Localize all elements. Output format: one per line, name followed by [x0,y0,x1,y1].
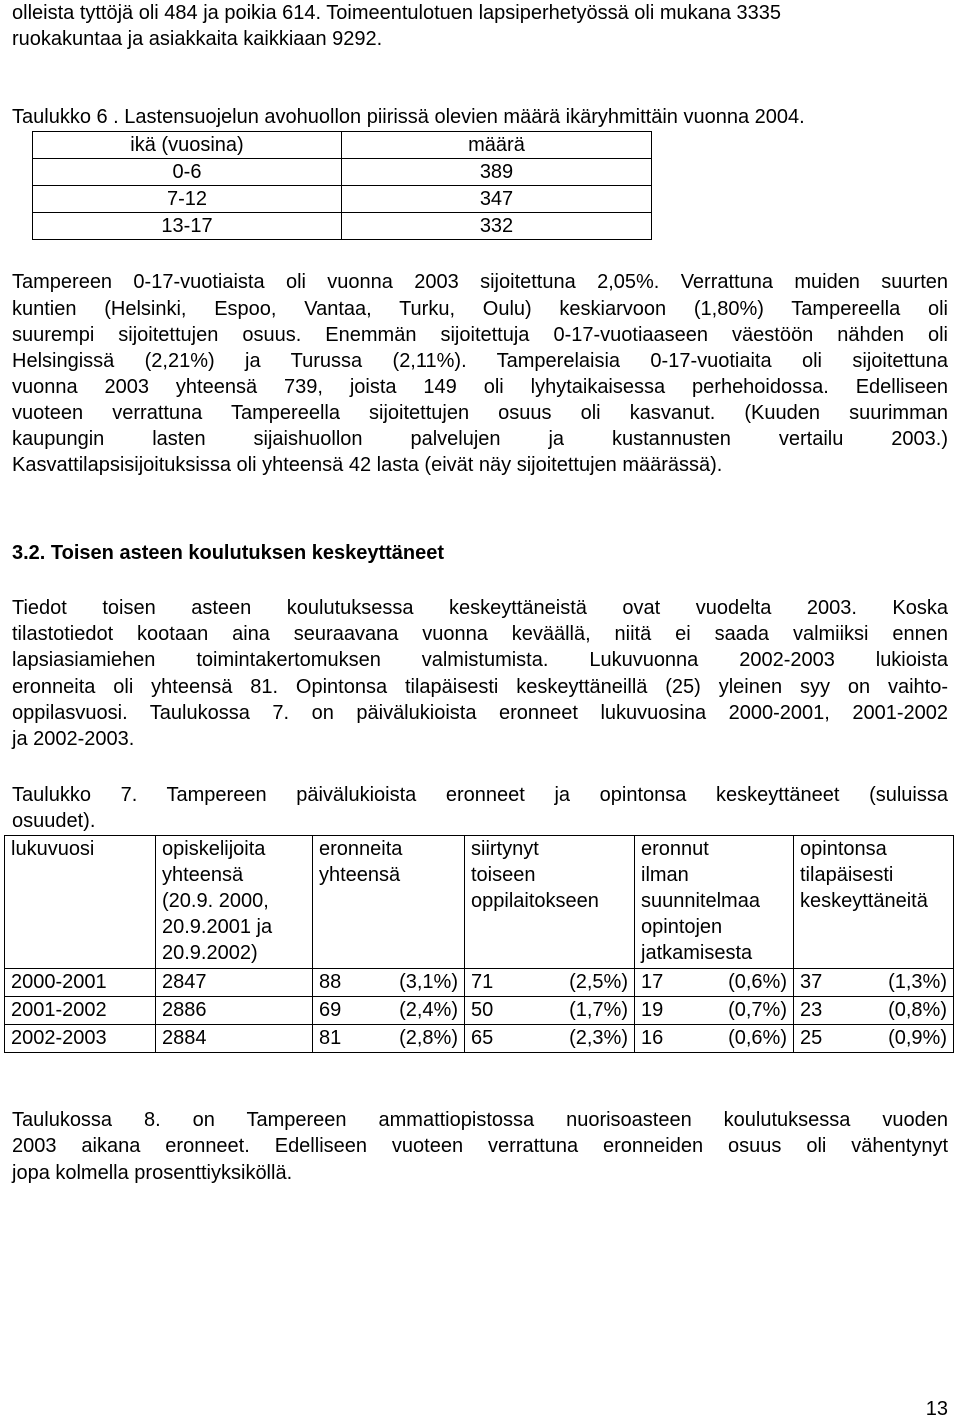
table7-cell: 23 (0,8%) [794,997,954,1025]
table6-cell: 347 [342,186,652,213]
paragraph-line: lapsiasiamiehen toimintakertomuksen valmistumista. Lukuvuonna 2002-2003 lukioista [12,649,948,671]
table6-header-count: määrä [342,132,652,159]
section-heading: 3.2. Toisen asteen koulutuksen keskeyttäneet [12,542,445,564]
table7-cell: 2002-2003 [5,1025,156,1053]
table7-cell: 16 (0,6%) [635,1025,794,1053]
table7-header: siirtynyt toiseen oppilaitokseen [465,836,635,969]
paragraph-line: eronneita oli yhteensä 81. Opintonsa tilapäisesti keskeyttäneillä (25) yleinen syy on vaihto- [12,676,948,698]
table7-cell: 50 (1,7%) [465,997,635,1025]
paragraph-line: vuoteen verrattuna Tampereella sijoitettujen osuus oli kasvanut. (Kuuden suurimman [12,402,948,424]
table6-cell: 0-6 [33,159,342,186]
table7-cell: 25 (0,9%) [794,1025,954,1053]
paragraph-line: ja 2002-2003. [12,728,135,750]
table7-header: eronnut ilman suunnitelmaa opintojen jatkamisesta [635,836,794,969]
table-row [33,186,652,213]
table6 [32,131,652,240]
table7-cell: 2847 [156,969,313,997]
paragraph-line: Taulukossa 8. on Tampereen ammattiopistossa nuorisoasteen koulutuksessa vuoden [12,1109,948,1131]
table7-cell: 88 (3,1%) [313,969,465,997]
table-row [5,969,954,997]
table7-cell: 37 (1,3%) [794,969,954,997]
table7-header: eronneita yhteensä [313,836,465,969]
table7-cell: 2886 [156,997,313,1025]
table7-cell: 71 (2,5%) [465,969,635,997]
table7 [4,835,954,1053]
table7-caption: osuudet). [12,810,96,832]
paragraph-line: kuntien (Helsinki, Espoo, Vantaa, Turku, Oulu) keskiarvoon (1,80%) Tampereella oli [12,298,948,320]
table-row [5,997,954,1025]
paragraph-line: Kasvattilapsisijoituksissa oli yhteensä 42 lasta (eivät näy sijoitettujen määrässä). [12,454,723,476]
table7-cell: 2884 [156,1025,313,1053]
table7-cell: 81 (2,8%) [313,1025,465,1053]
paragraph-line: Helsingissä (2,21%) ja Turussa (2,11%). Tamperelaisia 0-17-vuotiaita oli sijoitettuna [12,350,948,372]
paragraph-line: suurempi sijoitettujen osuus. Enemmän sijoitettuja 0-17-vuotiaaseen väestöön nähden oli [12,324,948,346]
intro-line: ruokakuntaa ja asiakkaita kaikkiaan 9292. [12,28,383,50]
table6-cell: 332 [342,213,652,240]
table7-cell: 2001-2002 [5,997,156,1025]
table-row [5,1025,954,1053]
paragraph-line: tilastotiedot kootaan aina seuraavana vuonna keväällä, niitä ei saada valmiiksi ennen [12,623,948,645]
page-number: 13 [925,1398,948,1420]
paragraph-line: vuonna 2003 yhteensä 739, joista 149 oli lyhytaikaisessa perhehoidossa. Edelliseen [12,376,948,398]
table7-caption: Taulukko 7. Tampereen päivälukioista eronneet ja opintonsa keskeyttäneet (suluissa [12,784,948,806]
paragraph-line: kaupungin lasten sijaishuollon palvelujen ja kustannusten vertailu 2003.) [12,428,948,450]
paragraph-line: oppilasvuosi. Taulukossa 7. on päivälukioista eronneet lukuvuosina 2000-2001, 2001-2002 [12,702,948,724]
table7-cell: 65 (2,3%) [465,1025,635,1053]
table7-header: opiskelijoita yhteensä (20.9. 2000, 20.9.2001 ja 20.9.2002) [156,836,313,969]
paragraph-line: jopa kolmella prosenttiyksiköllä. [12,1162,293,1184]
table-row [33,213,652,240]
table7-cell: 2000-2001 [5,969,156,997]
paragraph-line: Tampereen 0-17-vuotiaista oli vuonna 2003 sijoitettuna 2,05%. Verrattuna muiden suurten [12,271,948,293]
intro-line: olleista tyttöjä oli 484 ja poikia 614. Toimeentulotuen lapsiperhetyössä oli mukana 3335 [12,2,782,24]
table6-cell: 13-17 [33,213,342,240]
table7-header: lukuvuosi [5,836,156,969]
table7-cell: 19 (0,7%) [635,997,794,1025]
table-row [33,159,652,186]
table6-caption: Taulukko 6 . Lastensuojelun avohuollon piirissä olevien määrä ikäryhmittäin vuonna 2004. [12,106,805,128]
table7-cell: 69 (2,4%) [313,997,465,1025]
table7-cell: 17 (0,6%) [635,969,794,997]
table6-header-age: ikä (vuosina) [33,132,342,159]
table7-header: opintonsa tilapäisesti keskeyttäneitä [794,836,954,969]
table6-cell: 389 [342,159,652,186]
table6-cell: 7-12 [33,186,342,213]
paragraph-line: 2003 aikana eronneet. Edelliseen vuoteen verrattuna eronneiden osuus oli vähentynyt [12,1135,948,1157]
paragraph-line: Tiedot toisen asteen koulutuksessa keskeyttäneistä ovat vuodelta 2003. Koska [12,597,948,619]
